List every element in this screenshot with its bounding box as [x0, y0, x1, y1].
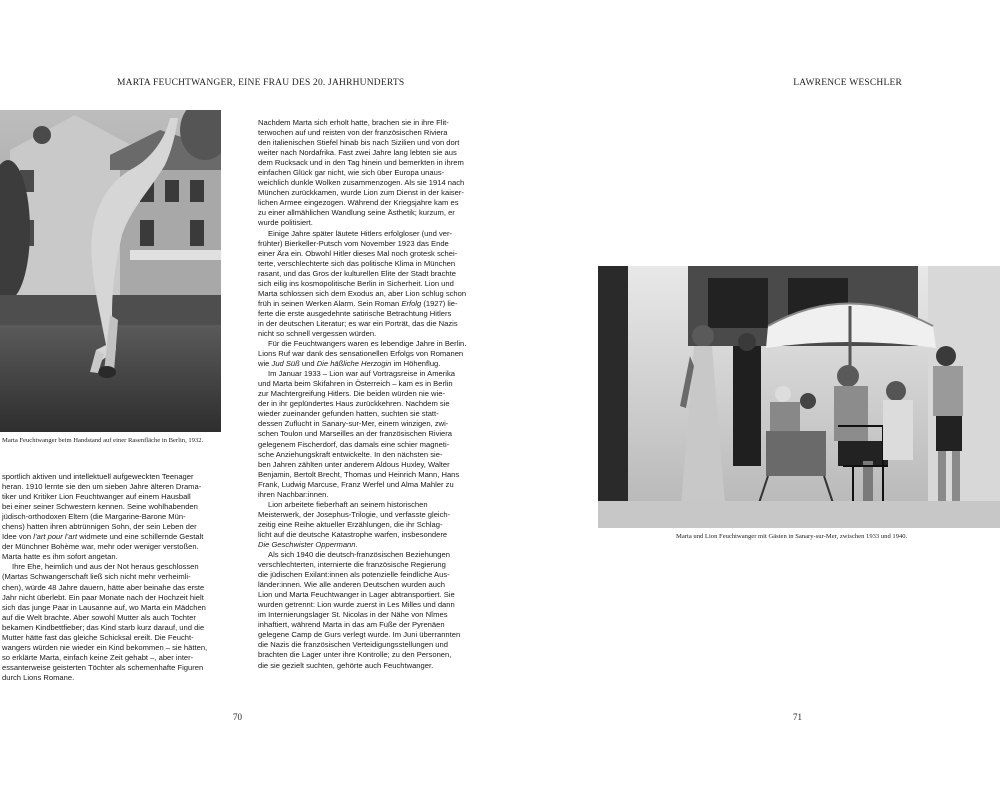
text-line: [258, 198, 480, 208]
text-segment: tiker und Kritiker Lion Feuchtwanger auf einem Hausball: [2, 492, 191, 502]
text-line: [258, 289, 480, 299]
text-segment: den italienischen Stiefel hinab bis nach Sizilien und von dort: [258, 138, 460, 148]
text-line: [258, 650, 480, 660]
text-segment: dem Rucksack und in den Tag hinein und bemerkten in ihrem: [258, 158, 464, 168]
text-segment: terte, verschlechterte sich das politische Klima in München: [258, 258, 456, 268]
text-line: [258, 279, 480, 289]
text-segment: in der deutschen Literatur; es war ein Porträt, das die Nazis: [258, 318, 458, 328]
text-segment: bekamen Kindbettfieber; das Kind starb kurz darauf, und die: [2, 622, 205, 632]
text-segment: Im Januar 1933 – Lion war auf Vortragsreise in Amerika: [268, 369, 455, 379]
text-segment: rasant, und das Gros der kulturellen Elite der Stadt brachte: [258, 268, 456, 278]
text-segment: wurde politisiert.: [258, 218, 313, 228]
text-line: [258, 490, 480, 500]
text-line: [2, 542, 216, 552]
text-segment: und: [299, 359, 317, 369]
text-line: [258, 239, 480, 249]
text-segment: licht auf die deutsche Katastrophe warfen, insbesondere: [258, 529, 448, 539]
text-line: [258, 500, 480, 510]
italic-title: Die Geschwister Oppermann: [258, 539, 356, 549]
text-segment: Frank, Ludwig Marcuse, Franz Werfel und Alma Mahler zu: [258, 479, 454, 489]
italic-title: Jud Süß: [271, 359, 300, 369]
text-segment: München zurückkamen, wurde Lion zum Dienst in der kaiser-: [258, 188, 464, 198]
text-segment: Idee von: [2, 532, 34, 542]
text-line: [2, 633, 216, 643]
text-segment: chens) hatten ihren abtrünnigen Sohn, der sein Leben der: [2, 522, 197, 532]
text-segment: inhaftiert, während Marta in das am Fuße der Pyrenäen: [258, 620, 445, 630]
text-segment: ihren Nachbar:innen.: [258, 489, 329, 499]
text-line: [2, 653, 216, 663]
text-line: [258, 550, 480, 560]
text-line: [258, 470, 480, 480]
text-segment: Einige Jahre später läutete Hitlers erfolgloser (und ver-: [268, 228, 453, 238]
text-segment: durch Lions Romane.: [2, 672, 75, 682]
text-segment: wurden getrennt: Lion wurde zuerst in Les Milles und dann: [258, 600, 455, 610]
text-line: [258, 530, 480, 540]
text-line: [258, 440, 480, 450]
text-line: [258, 580, 480, 590]
text-line: [258, 570, 480, 580]
text-segment: Als sich 1940 die deutsch-französischen Beziehungen: [268, 550, 450, 560]
text-line: [258, 309, 480, 319]
text-line: [258, 610, 480, 620]
text-segment: sich das junge Paar in Lausanne auf, wo Marta ein Mädchen: [2, 602, 206, 612]
text-segment: Mutter hätte fast das gleiche Schicksal ereilt. Die Feucht-: [2, 632, 194, 642]
text-segment: dessen Zuflucht in Sanary-sur-Mer, einem winzigen, zwi-: [258, 419, 449, 429]
text-line: [2, 613, 216, 623]
text-segment: einer Ära ein. Obwohl Hitler dieses Mal noch grotesk schei-: [258, 248, 458, 258]
text-line: [258, 319, 480, 329]
text-segment: bei einer seiner Schwestern kennen. Seine wohlhabenden: [2, 502, 198, 512]
text-segment: Lions Ruf war dank des sensationellen Erfolgs von Romanen: [258, 349, 464, 359]
text-segment: Benjamin, Bertolt Brecht, Thomas und Heinrich Mann, Hans: [258, 469, 460, 479]
text-segment: weichlich dunkle Wolken zusammenzogen. Als sie 1914 nach: [258, 178, 465, 188]
running-head-left: MARTA FEUCHTWANGER, EINE FRAU DES 20. JAHRHUNDERTS: [117, 78, 405, 88]
text-segment: die sie gezielt suchten, gehörte auch Feuchtwanger.: [258, 660, 434, 670]
text-column-middle: [258, 118, 480, 671]
text-line: [258, 399, 480, 409]
text-segment: verschlechterten, internierte die französische Regierung: [258, 560, 446, 570]
text-line: [2, 492, 216, 502]
text-line: [258, 188, 480, 198]
text-line: [2, 522, 216, 532]
text-segment: zu einer allmählichen Wandlung seine Ästhetik; kurzum, er: [258, 208, 455, 218]
text-line: [258, 259, 480, 269]
text-line: [2, 663, 216, 673]
text-line: [258, 158, 480, 168]
text-line: [258, 229, 480, 239]
text-line: [258, 178, 480, 188]
text-line: [258, 218, 480, 228]
text-segment: (1927) lie-: [421, 298, 458, 308]
text-line: [258, 168, 480, 178]
text-segment: länder:innen. Wie alle anderen Deutschen wurden auch: [258, 580, 446, 590]
text-line: [258, 450, 480, 460]
text-line: [258, 359, 480, 369]
text-segment: Ihre Ehe, heimlich und aus der Not heraus geschlossen: [12, 562, 199, 572]
text-segment: ferte die erste ausgedehnte satirische Betrachtung Hitlers: [258, 308, 452, 318]
text-line: [2, 512, 216, 522]
text-line: [258, 128, 480, 138]
text-segment: zeitig eine Reihe aktueller Erzählungen, die ihr Schlag-: [258, 519, 443, 529]
text-segment: (Martas Schwangerschaft ließ sich nicht mehr verheimli-: [2, 572, 191, 582]
text-segment: Lion und Marta Feuchtwanger in Lager abtransportiert. Sie: [258, 590, 455, 600]
text-line: [258, 329, 480, 339]
text-line: [2, 562, 216, 572]
text-line: [2, 643, 216, 653]
text-segment: einfachen Glück gar nicht, wie sich über Europa unaus-: [258, 168, 445, 178]
text-line: [2, 673, 216, 683]
text-segment: Marta hatte es ihm sofort angetan.: [2, 552, 118, 562]
text-line: [258, 208, 480, 218]
text-line: [2, 593, 216, 603]
page-number-right: 71: [793, 712, 802, 722]
text-line: [258, 480, 480, 490]
text-segment: nicht so schnell vergessen würden.: [258, 328, 377, 338]
italic-title: Die häßliche Herzogin: [316, 359, 392, 369]
text-segment: der in ihr geplündertes Haus zurückkehren. Nachdem sie: [258, 399, 450, 409]
text-line: [258, 299, 480, 309]
text-line: [2, 603, 216, 613]
text-segment: früh in seinen Werken Alarm. Sein Roman: [258, 298, 402, 308]
text-line: [258, 269, 480, 279]
text-segment: der Münchner Bohème war, mehr oder weniger verstoßen.: [2, 542, 199, 552]
caption-photo-sanary: Marta und Lion Feuchtwanger mit Gästen in Sanary-sur-Mer, zwischen 1933 und 1940.: [676, 533, 908, 540]
text-segment: lichen Armee eingezogen. Während der Kriegsjahre kam es: [258, 198, 459, 208]
text-segment: weiter nach Nordafrika. Fast zwei Jahre lang lebten sie aus: [258, 148, 457, 158]
text-segment: essanterweise geisterten Töchter als schemenhafte Figuren: [2, 662, 204, 672]
text-segment: Meisterwerk, der Josephus-Trilogie, und verfasste gleich-: [258, 509, 451, 519]
text-segment: gelegenem Fischerdorf, das damals eine schier magneti-: [258, 439, 450, 449]
italic-title: Erfolg: [401, 298, 422, 308]
text-segment: gelegene Camp de Gurs verlegt wurde. Im Juni überrannten: [258, 630, 461, 640]
caption-photo-handstand: Marta Feuchtwanger beim Handstand auf einer Rasenfläche in Berlin, 1932.: [2, 437, 204, 444]
text-segment: wangers würden nie wieder ein Kind bekommen – sie hätten,: [2, 642, 208, 652]
text-line: [2, 472, 216, 482]
text-line: [258, 419, 480, 429]
text-segment: im Internierungslager St. Nicolas in der Nähe von Nîmes: [258, 610, 448, 620]
text-segment: terwochen auf und reisten von der französischen Riviera: [258, 128, 448, 138]
text-line: [258, 389, 480, 399]
text-line: [2, 502, 216, 512]
text-line: [258, 590, 480, 600]
text-segment: schen Toulon und Marseilles an der französischen Riviera: [258, 429, 453, 439]
text-line: [258, 148, 480, 158]
text-segment: sche Anziehungskraft entwickelte. In den nächsten sie-: [258, 449, 443, 459]
text-segment: Lion arbeitete fieberhaft an seinem historischen: [268, 499, 428, 509]
text-line: [2, 583, 216, 593]
text-segment: sportlich aktiven und intellektuell aufgeweckten Teenager: [2, 472, 194, 481]
text-segment: wieder zueinander gefunden hatten, suchten sie statt-: [258, 409, 439, 419]
text-line: [258, 520, 480, 530]
text-line: [258, 620, 480, 630]
text-line: [2, 623, 216, 633]
photo-sanary-group: [598, 266, 1000, 528]
text-segment: Nachdem Marta sich erholt hatte, brachen sie in ihre Flit-: [258, 118, 449, 127]
text-line: [258, 249, 480, 259]
text-segment: auf die Welt brachte. Aber sowohl Mutter als auch Tochter: [2, 612, 196, 622]
text-line: [258, 349, 480, 359]
text-segment: chen), würde 48 Jahre dauern, hätte aber beinahe das erste: [2, 582, 205, 592]
text-line: [258, 600, 480, 610]
text-line: [258, 540, 480, 550]
text-line: [258, 560, 480, 570]
text-segment: sich eilig ins kosmopolitische Berlin in Sicherheit. Lion und: [258, 278, 454, 288]
text-line: [258, 379, 480, 389]
text-line: [258, 369, 480, 379]
text-line: [258, 118, 480, 128]
photo-sanary-group-image: [598, 266, 1000, 528]
text-segment: Marta schlossen sich dem Exodus an, aber Lion schlug schon: [258, 288, 467, 298]
text-line: [258, 661, 480, 671]
running-head-right: LAWRENCE WESCHLER: [793, 78, 902, 88]
text-segment: frühter) Bierkeller-Putsch vom November 1923 das Ende: [258, 238, 449, 248]
text-segment: jüdisch-orthodoxen Eltern (die Margarine-Barone Mün-: [2, 512, 186, 522]
text-segment: zur Machtergreifung Hitlers. Die beiden würden nie wie-: [258, 389, 445, 399]
text-segment: widmete und eine schillernde Gestalt: [77, 532, 204, 542]
text-line: [258, 409, 480, 419]
text-segment: so erklärte Marta, einfach keine Zeit gehabt –, aber inter-: [2, 652, 194, 662]
text-segment: heran. 1910 lernte sie den um sieben Jahre älteren Drama-: [2, 482, 202, 492]
text-line: [258, 138, 480, 148]
text-segment: ben Jahren zählten unter anderem Aldous Huxley, Walter: [258, 459, 450, 469]
text-column-left: [2, 472, 216, 683]
italic-title: l’art pour l’art: [33, 532, 78, 542]
text-segment: und Marta beim Skifahren in Österreich – kam es in Berlin: [258, 379, 453, 389]
text-line: [258, 460, 480, 470]
text-line: [258, 510, 480, 520]
text-line: [258, 339, 480, 349]
text-line: [2, 572, 216, 582]
photo-handstand: [0, 110, 221, 432]
text-segment: brachten die Lager unter ihre Kontrolle; zu den Personen,: [258, 650, 452, 660]
text-line: [258, 630, 480, 640]
text-segment: Jahr nicht überlebt. Ein paar Monate nach der Hochzeit hielt: [2, 592, 204, 602]
photo-handstand-image: [0, 110, 221, 432]
text-line: [2, 532, 216, 542]
text-line: [2, 552, 216, 562]
text-segment: Für die Feuchtwangers waren es lebendige Jahre in Berlin.: [268, 339, 467, 349]
text-segment: .: [355, 539, 358, 549]
text-segment: wie: [258, 359, 272, 369]
text-segment: die jüdischen Exilant:innen als potenzielle feindliche Aus-: [258, 570, 450, 580]
text-line: [258, 429, 480, 439]
page-number-left: 70: [233, 712, 242, 722]
text-line: [2, 482, 216, 492]
text-line: [258, 640, 480, 650]
text-segment: die Nazis die französischen Verteidigungsstellungen und: [258, 640, 448, 650]
text-segment: im Höhenflug.: [391, 359, 441, 369]
